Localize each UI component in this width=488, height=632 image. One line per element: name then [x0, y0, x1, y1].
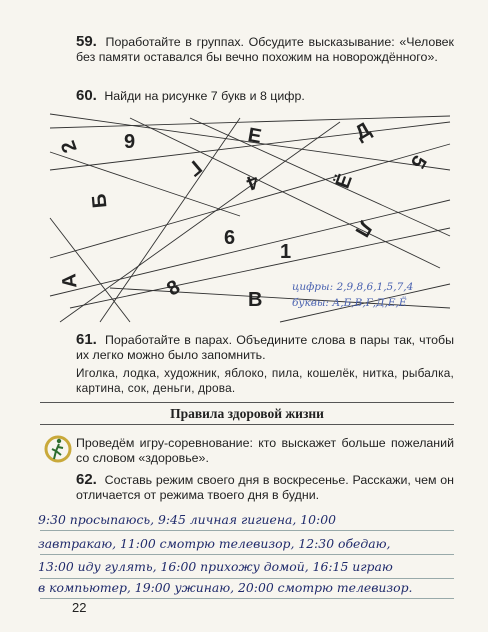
task-text: Найди на рисунке 7 букв и 8 цифр.	[104, 89, 305, 103]
glyph-B: Б	[88, 192, 112, 209]
task-60	[76, 88, 454, 104]
glyph-YO: Ё	[331, 171, 357, 192]
running-person-icon	[44, 434, 72, 468]
glyph-1: 1	[280, 241, 292, 263]
glyph-8: 8	[163, 275, 184, 301]
task-text: Поработайте в парах. Объедините слова в пары так, чтобы их легко можно было запомнить.	[76, 333, 454, 362]
handwriting-line: 13:00 иду гулять, 16:00 прихожу домой, 16:15 играю	[38, 559, 393, 574]
task-61	[76, 332, 454, 363]
task-number: 61.	[76, 331, 97, 348]
glyph-4: 4	[243, 169, 262, 195]
hidden-glyphs-figure	[40, 108, 460, 326]
glyph-5: 5	[405, 151, 431, 172]
writing-line	[40, 598, 454, 599]
glyph-D: Д	[351, 118, 375, 145]
page-number: 22	[72, 600, 87, 615]
answer-letters: буквы: А,Б,В,Г,Д,Е,Ё	[292, 297, 407, 309]
glyph-2: 2	[57, 137, 82, 156]
task-text: Составь режим своего дня в воскресенье. Расскажи, чем он отличается от режима твоего дня в будни.	[76, 473, 454, 502]
writing-line	[40, 554, 454, 555]
game-text: Проведём игру-соревнование: кто выскажет больше пожеланий со словом «здоровье».	[76, 436, 454, 465]
divider	[40, 424, 454, 425]
handwriting-line: 9:30 просыпаюсь, 9:45 личная гигиена, 10:00	[38, 512, 336, 527]
glyph-6: 6	[224, 227, 236, 249]
writing-line	[40, 530, 454, 531]
handwriting-line: завтракаю, 11:00 смотрю телевизор, 12:30 обедаю,	[38, 536, 391, 551]
task-text: Поработайте в группах. Обсудите высказывание: «Человек без памяти оставался бы вечно похожим на новорождённого».	[76, 35, 454, 64]
divider	[40, 402, 454, 403]
glyph-V: В	[248, 289, 263, 311]
task-61-words: Иголка, лодка, художник, яблоко, пила, кошелёк, нитка, рыбалка, картина, сок, деньги, дрова.	[76, 366, 454, 395]
task-number: 60.	[76, 87, 97, 104]
handwriting-line: в компьютер, 19:00 ужинаю, 20:00 смотрю телевизор.	[38, 580, 413, 595]
task-number: 62.	[76, 471, 97, 488]
section-title: Правила здоровой жизни	[170, 406, 324, 421]
glyph-9: 9	[124, 131, 136, 153]
task-62	[76, 472, 454, 503]
glyph-E: Е	[246, 124, 264, 149]
task-number: 59.	[76, 33, 97, 50]
glyph-A: А	[58, 272, 82, 289]
glyph-L: Л	[350, 217, 377, 241]
answer-digits: цифры: 2,9,8,6,1,5,7,4	[292, 281, 414, 293]
task-59	[76, 34, 454, 65]
glyph-G: Г	[182, 155, 206, 180]
writing-line	[40, 578, 454, 579]
